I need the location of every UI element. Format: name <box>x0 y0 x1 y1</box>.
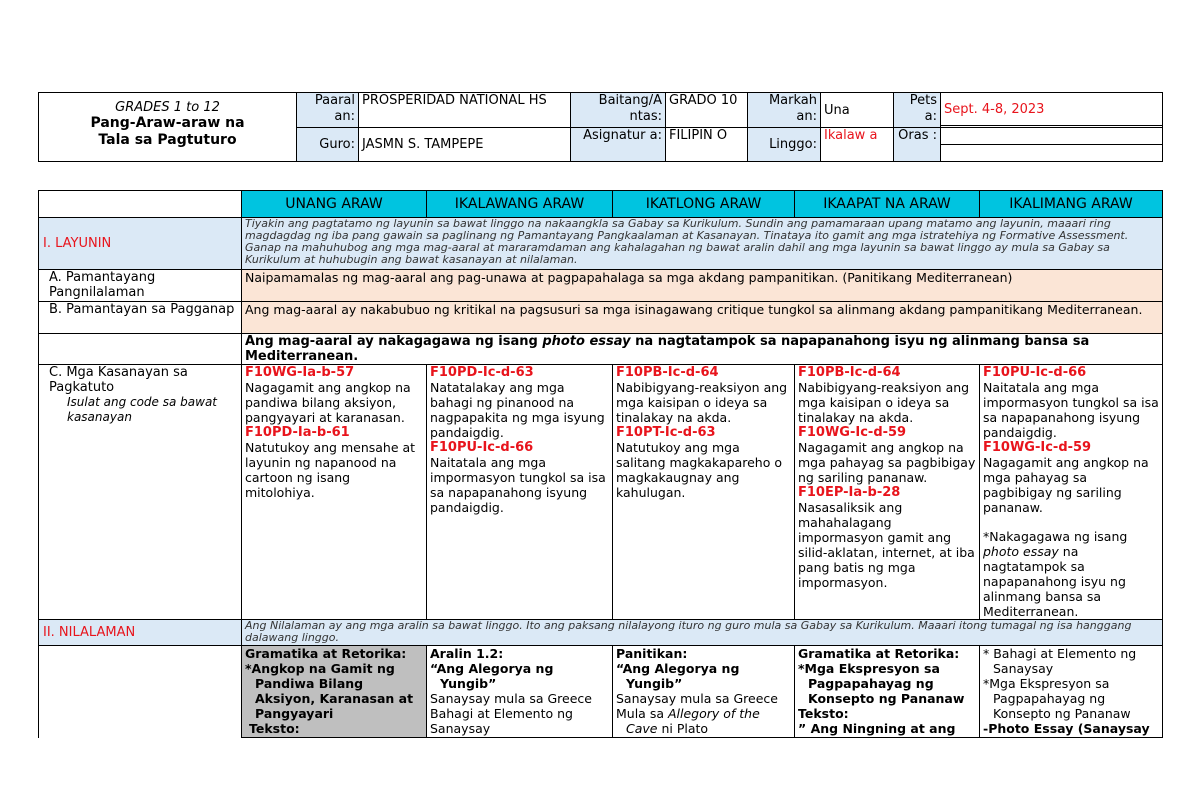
day3-l1: Sanaysay mula sa Greece <box>616 691 778 706</box>
guro-label: Guro: <box>297 128 359 162</box>
day2-head: Aralin 1.2: <box>430 646 504 661</box>
day1-b3: Aksiyon, Karanasan at <box>255 691 414 706</box>
kasanayan-day-2 <box>427 365 613 620</box>
photo-essay-text-a: Ang mag-aaral ay nakagagawa ng isang <box>245 334 543 349</box>
day1-code-1: F10WG-Ia-b-57 <box>245 365 355 380</box>
asignatura-value: FILIPIN O <box>666 128 748 162</box>
day4-b5: ” Ang Ningning at ang <box>798 721 956 736</box>
kasanayan-day-1 <box>242 365 427 620</box>
day5-code-2: F10WG-Ic-d-59 <box>983 440 1092 455</box>
day4-code-3: F10EP-Ia-b-28 <box>798 485 901 500</box>
day-4-header: IKAAPAT NA ARAW <box>795 191 980 218</box>
day3-b2: Yungib” <box>626 676 683 691</box>
day5-extra-b: photo essay <box>983 544 1059 559</box>
content-day-3 <box>613 646 795 738</box>
day4-code-2: F10WG-Ic-d-59 <box>798 425 907 440</box>
content-day-2 <box>427 646 613 738</box>
day2-l2: Bahagi at Elemento ng <box>430 706 573 721</box>
day3-l3 <box>616 721 791 736</box>
pamantayan-pagganap-text: Ang mag-aaral ay nakabubuo ng kritikal na pagsusuri sa mga isinagawang critique tungkol sa alinmang akdang pampanitikang Mediterranean. <box>242 302 1163 334</box>
day4-b4: Teksto: <box>798 706 849 721</box>
day5-extra-a: *Nakagagawa ng isang <box>983 529 1128 544</box>
day2-code-2: F10PU-Ic-d-66 <box>430 440 534 455</box>
guro-value: JASMN S. TAMPEPE <box>359 128 571 162</box>
day3-l2b: Allegory of the <box>667 706 760 721</box>
markahan-value: Una <box>821 93 894 128</box>
day5-l4: Pagpapahayag ng <box>993 691 1106 706</box>
layunin-text: Tiyakin ang pagtatamo ng layunin sa bawat linggo na nakaangkla sa Gabay sa Kurikulum. Sundin ang pamamaraan upang matamo ang layunin, maaari ring magdagdag ng iba pang gawain sa paglinang ng Pamantayang Pangkaalaman at Kasanayan. Tinataya ito gamit ang mga istratehiya ng Formative Assessment. Ganap na mahuhubog ang mga mag-aaral at mararamdaman ang kahalagahan ng bawat aralin dahil ang mga layunin sa bawat linggo ay mula sa Gabay sa Kurikulum at huhubugin ang bawat kasanayan at nilalaman. <box>242 218 1163 270</box>
day2-b1: “Ang Alegorya ng <box>430 661 554 676</box>
linggo-value: Ikalaw a <box>821 128 894 162</box>
day1-text-2: Natutukoy ang mensahe at layunin ng napanood na cartoon ng isang mitolohiya. <box>245 440 416 500</box>
asignatura-label: Asignatur a: <box>571 128 666 162</box>
day5-l1: * Bahagi at Elemento ng <box>983 646 1137 661</box>
linggo-label: Linggo: <box>748 128 821 162</box>
day2-code-1: F10PD-Ic-d-63 <box>430 365 534 380</box>
day3-code-2: F10PT-Ic-d-63 <box>616 425 716 440</box>
day3-head: Panitikan: <box>616 646 688 661</box>
day3-code-1: F10PB-Ic-d-64 <box>616 365 719 380</box>
oras-blank <box>941 145 1163 162</box>
kasanayan-note: Isulat ang code sa bawat kasanayan <box>67 395 218 424</box>
day5-l2: Sanaysay <box>993 661 1054 676</box>
baitang-value: GRADO 10 <box>666 93 748 128</box>
kasanayan-day-4 <box>795 365 980 620</box>
paaralan-label: Paaral an: <box>297 93 359 128</box>
photo-essay-row <box>242 334 1163 365</box>
content-label-blank <box>39 646 242 738</box>
title-line-2: Tala sa Pagtuturo <box>98 132 237 148</box>
day2-l3: Sanaysay <box>430 721 491 736</box>
photo-essay-text-c: na nagtatampok sa napapanahong isyu ng alinmang bansa sa Mediterranean. <box>245 334 1090 364</box>
pamantayan-pagganap-label: B. Pamantayan sa Pagganap <box>39 302 242 334</box>
kasanayan-label-cell <box>39 365 242 620</box>
day-5-header: IKALIMANG ARAW <box>980 191 1163 218</box>
day5-text-2: Nagagamit ang angkop na mga pahayag sa pagbibigay ng sariling pananaw. <box>983 455 1149 515</box>
day2-text-2: Naitatala ang mga impormasyon tungkol sa isa sa napapanahong isyung pandaigdig. <box>430 455 606 515</box>
title-line-1: Pang-Araw-araw na <box>90 115 245 131</box>
markahan-label: Markah an: <box>748 93 821 128</box>
lesson-table <box>38 190 1163 738</box>
day4-text-3: Nasasaliksik ang mahahalagang impormasyon gamit ang silid-aklatan, internet, at iba pang batis ng mga impormasyon. <box>798 500 975 590</box>
day5-l6: -Photo Essay (Sanaysay <box>983 721 1150 736</box>
content-day-4 <box>795 646 980 738</box>
day4-code-1: F10PB-Ic-d-64 <box>798 365 901 380</box>
header-table <box>38 92 1163 162</box>
day4-text-2: Nagagamit ang angkop na mga pahayag sa pagbibigay ng sariling pananaw. <box>798 440 976 485</box>
nilalaman-label: II. NILALAMAN <box>39 620 242 646</box>
day2-text-1: Natatalakay ang mga bahagi ng pinanood na nagpapakita ng mga isyung pandaigdig. <box>430 380 605 440</box>
title-block <box>39 93 297 162</box>
day5-code-1: F10PU-Ic-d-66 <box>983 365 1087 380</box>
day3-l3b: ni Plato <box>657 721 709 736</box>
pamantayang-pangnilalaman-label: A. Pamantayang Pangnilalaman <box>39 270 242 302</box>
photo-essay-label-blank <box>39 334 242 365</box>
day-3-header: IKATLONG ARAW <box>613 191 795 218</box>
day1-b2: Pandiwa Bilang <box>255 676 364 691</box>
content-day-1 <box>242 646 427 738</box>
petsa-label: Pets a: <box>894 93 941 128</box>
day3-l2a: Mula sa <box>616 706 668 721</box>
day5-l5: Konsepto ng Pananaw <box>993 706 1131 721</box>
day5-extra <box>983 529 1159 619</box>
day3-l2 <box>616 706 791 721</box>
baitang-label: Baitang/A ntas: <box>571 93 666 128</box>
nilalaman-text: Ang Nilalaman ay ang mga aralin sa bawat linggo. Ito ang paksang nilalayong ituro ng guro mula sa Gabay sa Kurikulum. Maaari itong tumagal ng isa hanggang dalawang linggo. <box>242 620 1163 646</box>
grades-label: GRADES 1 to 12 <box>115 100 220 115</box>
day3-l3a: Cave <box>626 721 658 736</box>
day1-head: Gramatika at Retorika: <box>245 646 407 661</box>
day4-text-1: Nabibigyang-reaksiyon ang mga kaisipan o ideya sa tinalakay na akda. <box>798 380 970 425</box>
layunin-label: I. LAYUNIN <box>39 218 242 270</box>
day-1-header: UNANG ARAW <box>242 191 427 218</box>
photo-essay-text-b: photo essay <box>542 334 631 349</box>
oras-value <box>941 128 1163 145</box>
day4-b3: Konsepto ng Pananaw <box>808 691 965 706</box>
day2-l1: Sanaysay mula sa Greece <box>430 691 592 706</box>
corner-cell <box>39 191 242 218</box>
day-2-header: IKALAWANG ARAW <box>427 191 613 218</box>
pamantayang-pangnilalaman-text: Naipamamalas ng mag-aaral ang pag-unawa at pagpapahalaga sa mga akdang pampanitikan. (Panitikang Mediterranean) <box>242 270 1163 302</box>
day1-text-1: Nagagamit ang angkop na pandiwa bilang aksiyon, pangyayari at karanasan. <box>245 380 411 425</box>
day1-code-2: F10PD-Ia-b-61 <box>245 425 350 440</box>
day3-text-1: Nabibigyang-reaksiyon ang mga kaisipan o ideya sa tinalakay na akda. <box>616 380 788 425</box>
day5-text-1: Naitatala ang mga impormasyon tungkol sa isa sa napapanahong isyung pandaigdig. <box>983 380 1159 440</box>
day4-b1: *Mga Ekspresyon sa <box>798 661 940 676</box>
day1-b5: Tekstо: <box>249 721 300 736</box>
day4-b2: Pagpapahayag ng <box>808 676 934 691</box>
day5-extra-c: na nagtatampok sa napapanahong isyu ng alinmang bansa sa Mediterranean. <box>983 544 1126 619</box>
content-day-5 <box>980 646 1163 738</box>
day5-l3: *Mga Ekspresyon sa <box>983 676 1110 691</box>
day1-b1: *Angkop na Gamit ng <box>245 661 395 676</box>
kasanayan-day-5 <box>980 365 1163 620</box>
day4-head: Gramatika at Retorika: <box>798 646 960 661</box>
oras-label: Oras : <box>894 128 941 162</box>
paaralan-value: PROSPERIDAD NATIONAL HS <box>359 93 571 128</box>
day3-b1: “Ang Alegorya ng <box>616 661 740 676</box>
kasanayan-label: C. Mga Kasanayan sa Pagkatuto <box>49 365 188 395</box>
kasanayan-day-3 <box>613 365 795 620</box>
petsa-value: Sept. 4-8, 2023 <box>941 93 1163 126</box>
day1-b4: Pangyayari <box>255 706 334 721</box>
day2-b2: Yungib” <box>440 676 497 691</box>
day3-text-2: Natutukoy ang mga salitang magkakapareho o magkakaugnay ang kahulugan. <box>616 440 782 500</box>
